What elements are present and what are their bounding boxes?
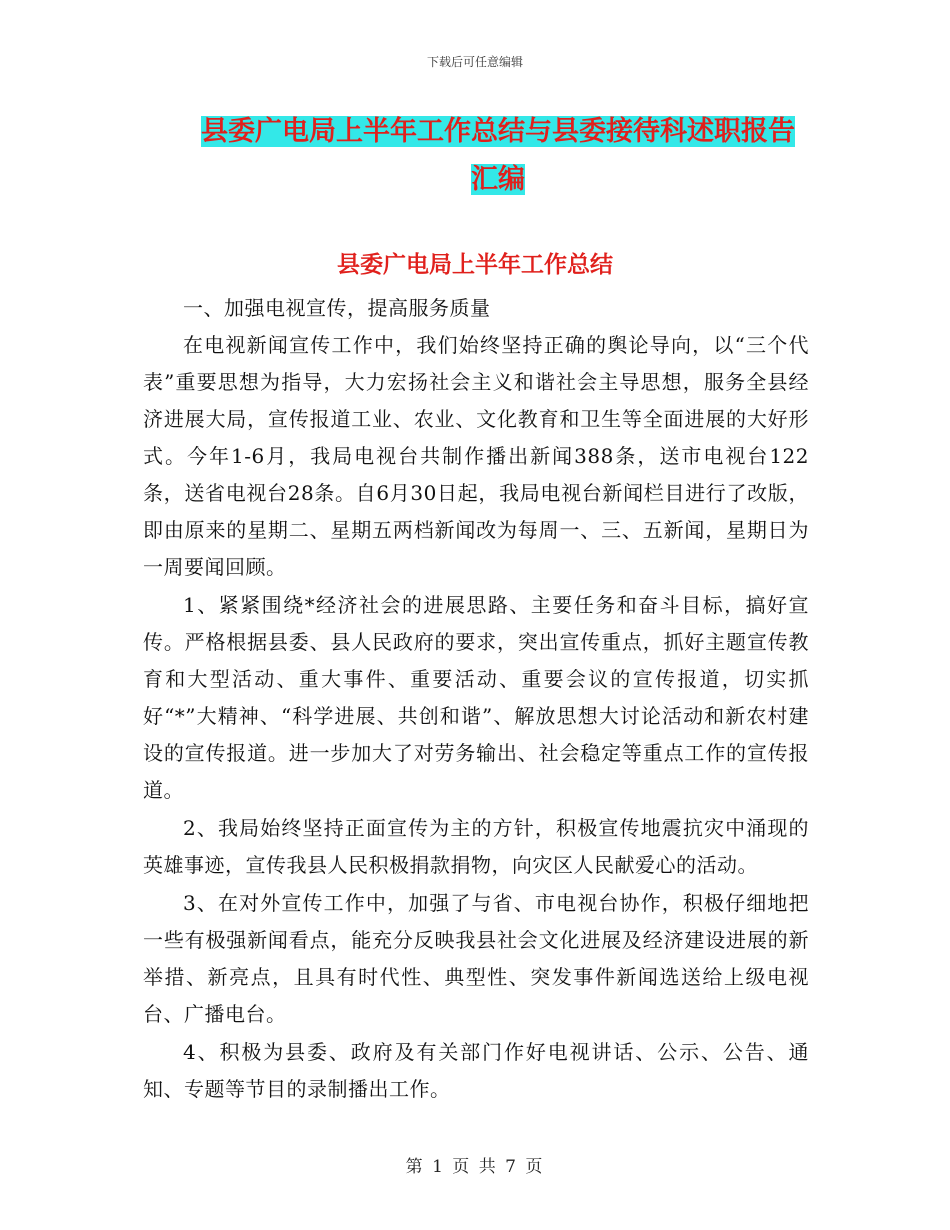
paragraph: 2、我局始终坚持正面宣传为主的方针，积极宣传地震抗灾中涌现的英雄事迹，宣传我县人民积极捐款捐物，向灾区人民献爱心的活动。 xyxy=(143,816,809,877)
body-text xyxy=(143,290,809,1108)
paragraph-heading-1: 一、加强电视宣传，提高服务质量 xyxy=(183,296,491,320)
paragraph: 4、积极为县委、政府及有关部门作好电视讲话、公示、公告、通知、专题等节目的录制播出工作。 xyxy=(143,1040,809,1101)
paragraph: 3、在对外宣传工作中，加强了与省、市电视台协作，积极仔细地把一些有极强新闻看点，能充分反映我县社会文化进展及经济建设进展的新举措、新亮点，且具有时代性、典型性、突发事件新闻选送给上级电视台、广播电台。 xyxy=(143,891,809,1026)
document-title xyxy=(188,108,808,204)
document-title-text: 县委广电局上半年工作总结与县委接待科述职报告汇编 xyxy=(201,116,795,195)
page-number: 第 1 页 共 7 页 xyxy=(405,1157,545,1177)
paragraph: 1、紧紧围绕*经济社会的进展思路、主要任务和奋斗目标，搞好宣传。严格根据县委、县人民政府的要求，突出宣传重点，抓好主题宣传教育和大型活动、重大事件、重要活动、重要会议的宣传报道，切实抓好“*”大精神、“科学进展、共创和谐”、解放思想大讨论活动和新农村建设的宣传报道。进一步加大了对劳务输出、社会稳定等重点工作的宣传报道。 xyxy=(143,593,809,802)
paragraph: 在电视新闻宣传工作中，我们始终坚持正确的舆论导向，以“三个代表”重要思想为指导，大力宏扬社会主义和谐社会主导思想，服务全县经济进展大局，宣传报道工业、农业、文化教育和卫生等全面进展的大好形式。今年1-6月，我局电视台共制作播出新闻388条，送市电视台122条，送省电视台28条。自6月30日起，我局电视台新闻栏目进行了改版，即由原来的星期二、星期五两档新闻改为每周一、三、五新闻，星期日为一周要闻回顾。 xyxy=(143,333,809,579)
header-note: 下载后可任意编辑 xyxy=(426,55,523,69)
section-title: 县委广电局上半年工作总结 xyxy=(337,252,613,278)
